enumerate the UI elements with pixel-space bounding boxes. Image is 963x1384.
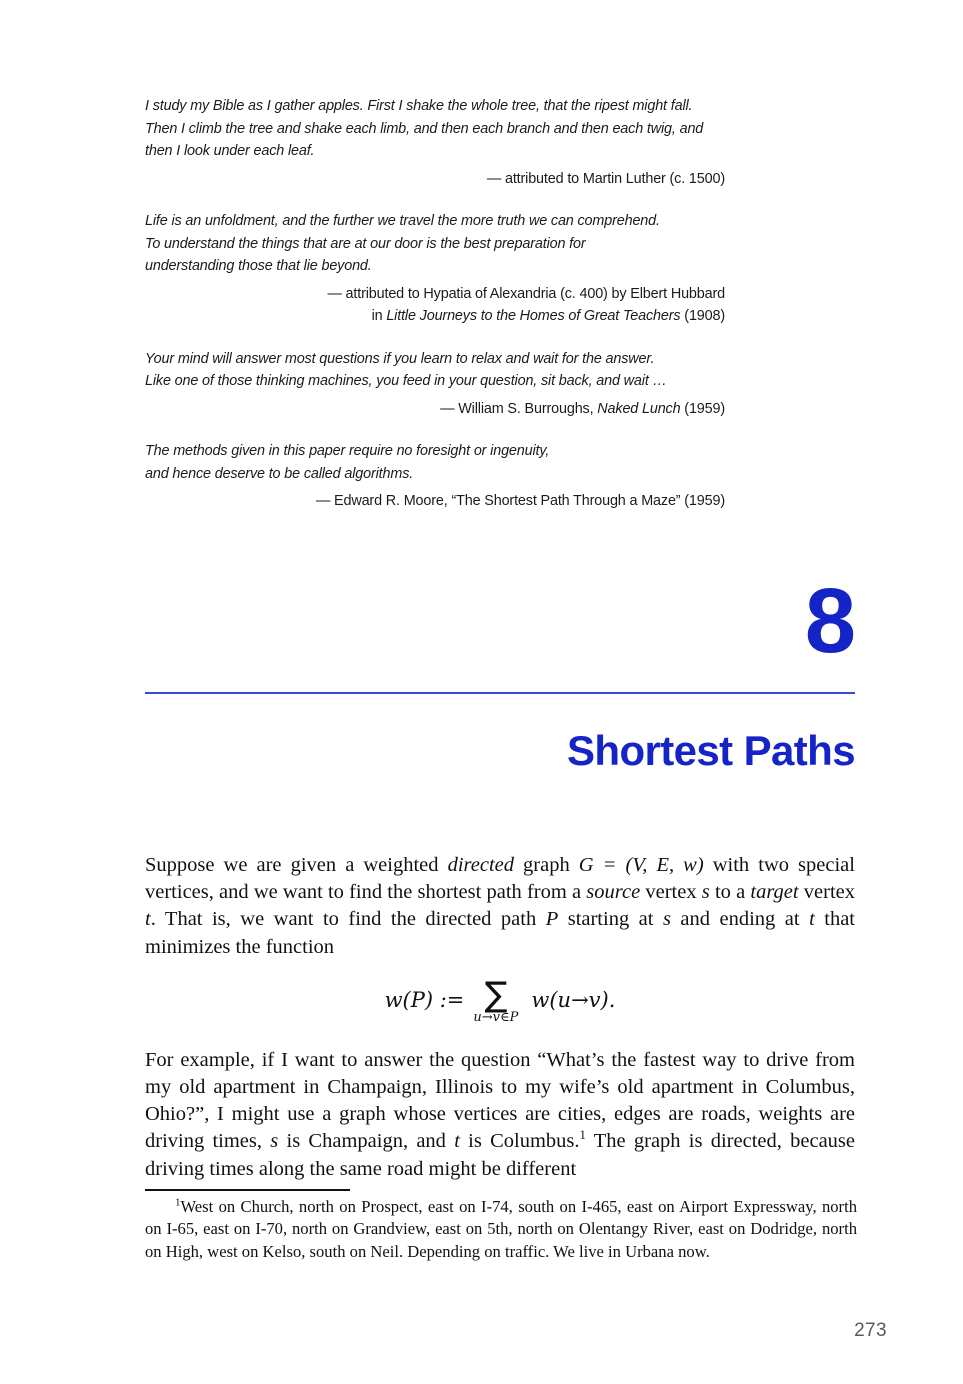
par2-var-t: t [454,1130,460,1153]
par2-seg1: For example, if I want to answer the question “What’s the fastest way to drive from my old apartment in Champaign, Illinois to my wife’s old apartment in Columbus, Ohio?”, I might use a graph whose vertices are cities, edges are roads, weights are driving times, [145,1048,855,1153]
epigraph-3-attr-title: Naked Lunch [597,400,681,417]
par1-seg11: vertex [798,881,855,904]
par1-seg5: with two special vertices, and we want to find the shortest path from a [145,854,855,904]
summation-subscript: u→v∈P [473,1009,519,1025]
par1-var-t: t [145,908,151,931]
footnote-marker: 1 [175,1196,181,1209]
par2-seg3: is Champaign, and [278,1130,455,1153]
par1-seg3: graph [513,854,579,876]
epigraph-3-attr-post: (1959) [680,400,725,417]
footnote-reference-marker[interactable]: 1 [579,1128,586,1143]
par2-var-s: s [270,1130,279,1153]
par1-var-s2: s [662,908,671,931]
epigraph-4 [145,440,725,513]
epigraph-2-attribution-line-2 [145,305,725,328]
epigraph-2-line-2: To understand the things that are at our door is the best preparation for [145,235,586,252]
epigraph-2 [145,210,725,328]
footnote-separator-rule [145,1189,350,1191]
par1-seg17: and ending at [670,908,810,931]
par1-var-P: P [545,908,559,931]
epigraph-4-line-1: The methods given in this paper require no foresight or ingenuity, [145,443,550,459]
sigma-icon: ∑ [484,974,508,1015]
chapter-title: Shortest Paths [567,727,855,774]
epigraph-1-attribution: — attributed to Martin Luther (c. 1500) [486,170,725,187]
epigraph-2-attribution-line-1: — attributed to Hypatia of Alexandria (c. 400) by Elbert Hubbard [327,285,725,302]
body-content [145,852,855,1183]
equation-row [384,974,616,1025]
par1-seg15: starting at [558,908,663,931]
epigraph-2-attr-pre: in [371,308,387,324]
par1-seg1: Suppose we are given a weighted [145,854,448,876]
footnote-body: West on Church, north on Prospect, east on I-74, south on I-465, east on Airport Expressway, north on I-65, east on I-70, north on Grandview, east on 5th, north on Olentangy River, east on Dodridge, north on High, west on Kelso, south on Neil. Depending on traffic. We live in Urbana now. [145,1197,857,1261]
epigraph-3 [145,348,725,421]
par1-var-s: s [701,881,710,904]
par2-seg5: is Columbus. [459,1130,580,1153]
epigraph-1 [145,95,725,190]
epigraph-4-line-2: and hence deserve to be called algorithms. [145,465,414,482]
summation-operator [473,974,519,1025]
epigraph-3-attribution [145,398,725,421]
par2-seg6: The graph is directed, because driving times along the same road might be different [145,1130,855,1180]
body-paragraph-1 [145,852,855,961]
page-number: 273 [854,1320,887,1341]
epigraph-2-attr-post: (1908) [680,308,725,324]
par1-target: target [750,881,799,904]
equation-rhs: w(u→v). [531,988,616,1013]
epigraph-2-line-1: Life is an unfoldment, and the further we travel the more truth we can comprehend. [145,213,660,229]
chapter-number: 8 [804,570,855,672]
epigraph-4-attribution: — Edward R. Moore, “The Shortest Path Through a Maze” (1959) [315,493,725,509]
epigraph-3-attr-pre: — William S. Burroughs, [440,400,598,417]
par1-var-t2: t [809,908,815,931]
par1-seg19: that minimizes the function [145,908,855,958]
display-equation [145,974,855,1025]
par1-seg13: . That is, we want to find the directed path [150,908,546,931]
body-paragraph-2 [145,1047,855,1183]
epigraph-3-line-1: Your mind will answer most questions if you learn to relax and wait for the answer. [145,350,655,367]
epigraph-2-attr-title: Little Journeys to the Homes of Great Teachers [386,308,681,324]
equation-lhs: w(P) := [384,988,465,1013]
epigraph-section [145,95,725,533]
epigraph-1-text: I study my Bible as I gather apples. First I shake the whole tree, that the ripest might fall. Then I climb the tree and shake each limb, and then each branch and then each twig, and then I look under each leaf. [145,98,704,159]
par1-seg7: vertex [640,881,702,904]
epigraph-2-line-3: understanding those that lie beyond. [145,258,372,274]
chapter-divider-rule [145,692,855,694]
footnote-text [145,1196,857,1263]
epigraph-3-line-2: Like one of those thinking machines, you feed in your question, sit back, and wait … [145,373,667,389]
par1-seg9: to a [709,881,751,904]
par1-source: source [586,881,641,904]
par1-directed: directed [447,854,514,876]
par1-graph-tuple: G = (V, E, w) [578,854,704,876]
